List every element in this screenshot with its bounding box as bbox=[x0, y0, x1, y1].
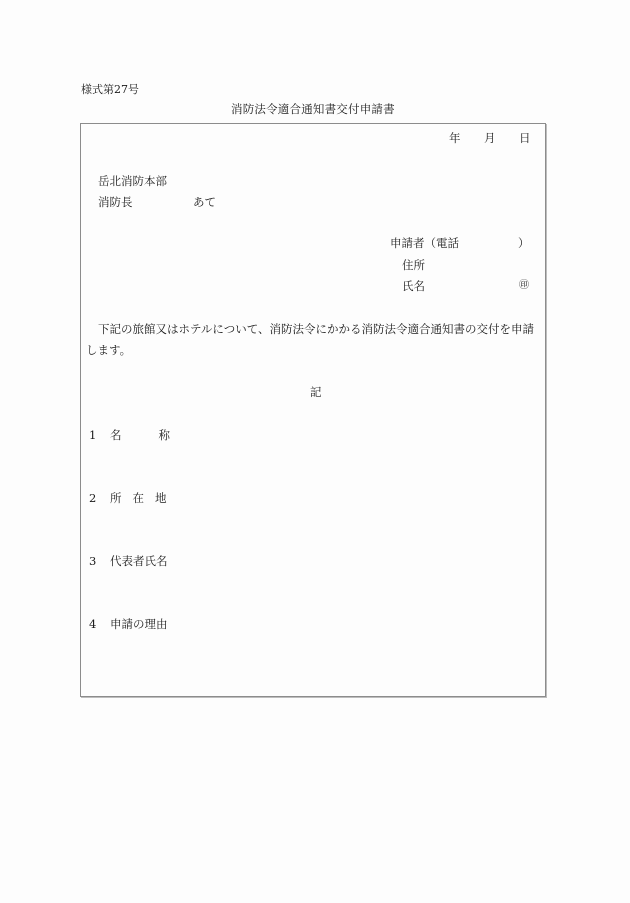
item-label-location: 所在地 bbox=[110, 491, 178, 505]
item-label-reason: 申請の理由 bbox=[110, 617, 168, 631]
item-label-name: 名称 bbox=[110, 428, 207, 442]
applicant-phone-label: 申請者（電話 bbox=[390, 236, 459, 250]
addressee-chief: 消防長 bbox=[98, 195, 133, 209]
applicant-address-label: 住所 bbox=[402, 258, 425, 272]
body-text-line2: します。 bbox=[86, 343, 132, 357]
applicant-phone-close: ） bbox=[518, 236, 530, 250]
date-year-label: 年 bbox=[449, 131, 461, 145]
item-number: 2 bbox=[89, 491, 97, 505]
body-text-line1: 下記の旅館又はホテルについて、消防法令にかかる消防法令適合通知書の交付を申請 bbox=[98, 322, 534, 336]
addressee-department: 岳北消防本部 bbox=[98, 174, 167, 188]
item-number: 4 bbox=[89, 617, 97, 631]
addressee-honorific: あて bbox=[193, 195, 216, 209]
seal-icon: ㊞ bbox=[519, 280, 529, 291]
item-number: 1 bbox=[89, 428, 97, 442]
applicant-name-label: 氏名 bbox=[402, 279, 425, 293]
item-label-representative: 代表者氏名 bbox=[110, 554, 168, 568]
document-title: 消防法令適合通知書交付申請書 bbox=[231, 102, 395, 116]
date-day-label: 日 bbox=[519, 131, 531, 145]
item-number: 3 bbox=[89, 554, 97, 568]
form-frame bbox=[80, 123, 546, 697]
ki-heading: 記 bbox=[310, 385, 322, 399]
date-month-label: 月 bbox=[484, 131, 496, 145]
form-number: 様式第27号 bbox=[81, 83, 139, 96]
